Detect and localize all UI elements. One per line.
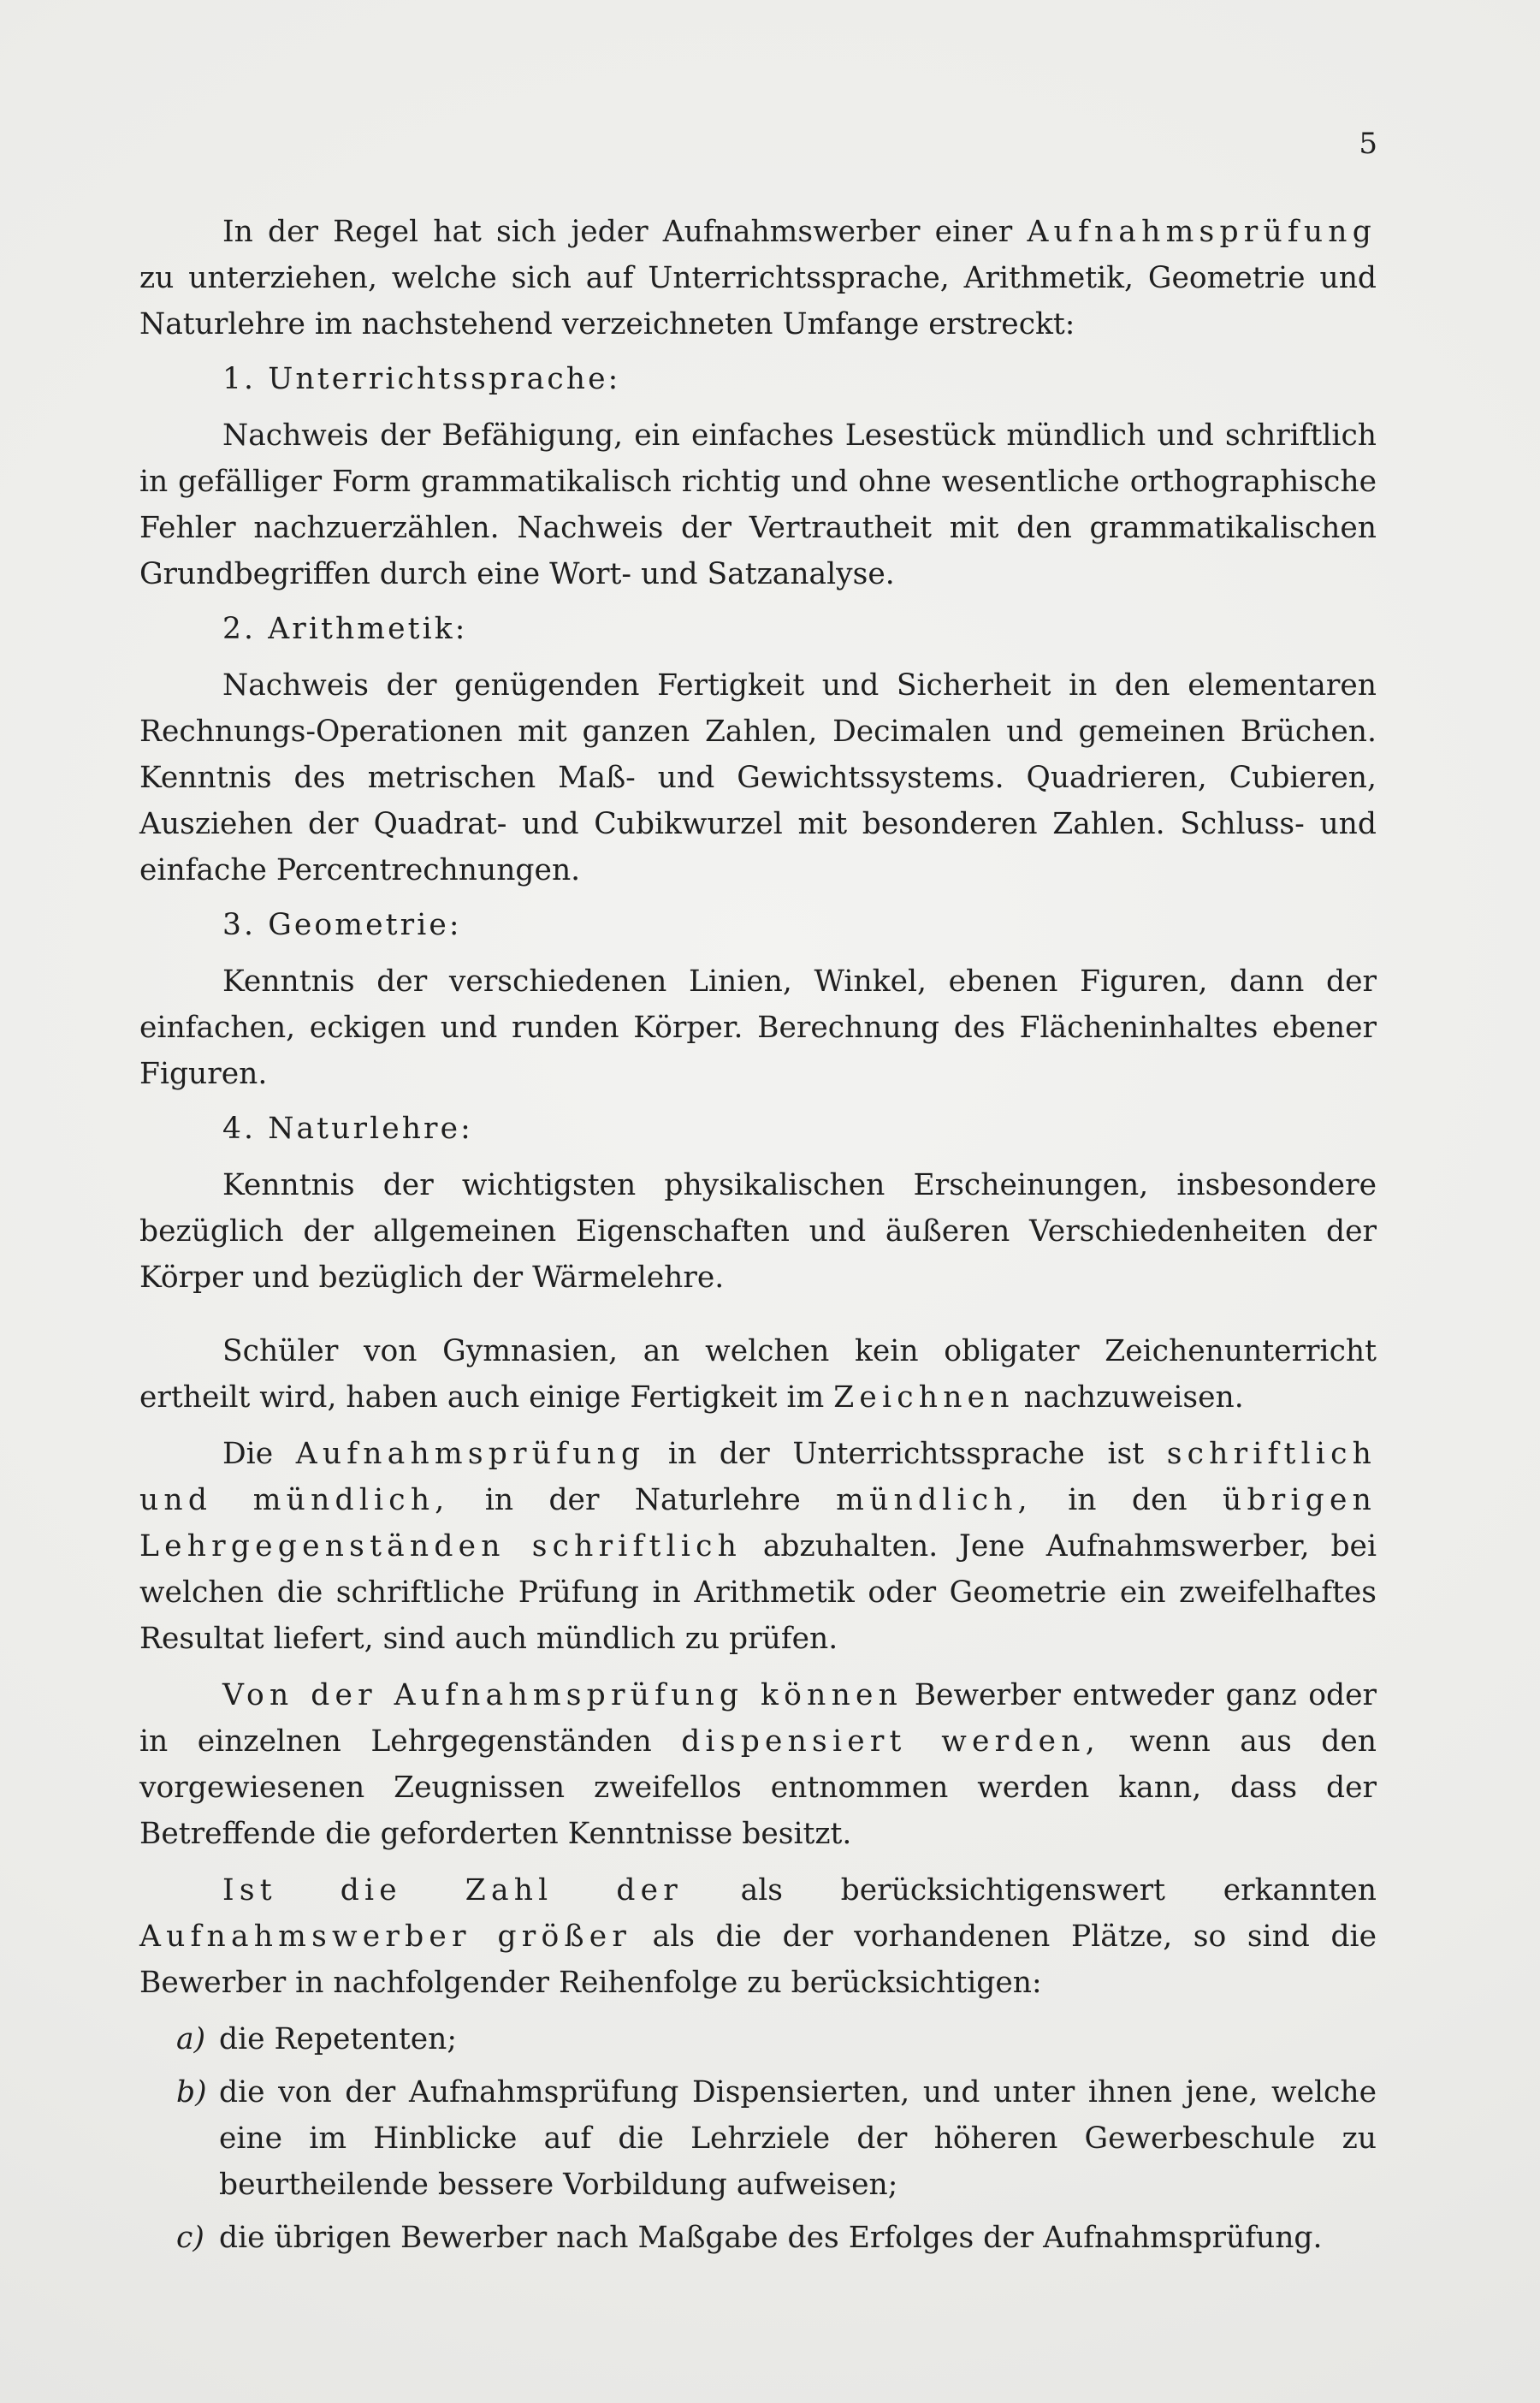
intro-text-after: zu unterziehen, welche sich auf Unterrichtssprache, Arithmetik, Geometrie und Naturlehre im nachstehend verzeichneten Umfange erstreckt: — [139, 261, 1377, 341]
exam-text-part5: abzuhalten. Jene Aufnahmswerber, bei welchen die schriftliche Prüfung in Arithmetik oder Geometrie ein zweifelhaftes Resultat liefert, sind auch mündlich zu prüfen. — [139, 1529, 1377, 1656]
exemption-text-part2: wenn aus den vorgewiesenen Zeugnissen zweifellos entnommen werden kann, dass der Betreffende die geforderten Kenntnisse besitzt. — [139, 1724, 1377, 1851]
section-title: Naturlehre: — [268, 1112, 473, 1146]
exam-text-part1: Die — [222, 1437, 274, 1471]
list-item — [139, 2069, 1377, 2208]
emphasized-schriftlich-und-muendlich: schriftlich und mündlich, — [139, 1437, 1377, 1517]
emphasized-dispensiert-werden: dispensiert werden, — [681, 1724, 1100, 1759]
drawing-text-after: nachzuweisen. — [1023, 1380, 1244, 1415]
section-heading-unterrichtssprache — [222, 356, 1377, 402]
emphasized-uebrigen-lehrgegenstaenden: übrigen Lehrgegenständen schriftlich — [139, 1483, 1377, 1563]
section-title: Unterrichtssprache: — [268, 362, 621, 396]
section-number: 4. — [222, 1112, 257, 1146]
section-number: 1. — [222, 362, 257, 396]
exam-text-part2: in der Unterrichtssprache ist — [667, 1437, 1145, 1471]
intro-text-before: In der Regel hat sich jeder Aufnahmswerber einer — [222, 215, 1013, 249]
section-number: 2. — [222, 612, 257, 646]
section-heading-geometrie — [222, 902, 1377, 948]
section-title: Geometrie: — [268, 908, 462, 942]
exemption-text-part1: Bewerber entweder ganz oder in einzelnen Lehrgegenständen — [139, 1678, 1377, 1759]
emphasized-aufnahmswerber: Aufnahmswerber größer — [139, 1919, 632, 1954]
list-item-text: die übrigen Bewerber nach Maßgabe des Erfolges der Aufnahmsprüfung. — [219, 2221, 1323, 2255]
exam-text-part3: in der Naturlehre — [484, 1483, 801, 1517]
intro-paragraph — [139, 209, 1377, 347]
list-item — [139, 2016, 1377, 2062]
drawing-text-before: Schüler von Gymnasien, an welchen kein obligater Zeichenunterricht ertheilt wird, haben auch einige Fertigkeit im — [139, 1334, 1377, 1415]
emphasized-zeichnen: Zeichnen — [833, 1380, 1015, 1415]
drawing-paragraph — [139, 1328, 1377, 1421]
list-marker: b) — [176, 2075, 207, 2109]
document-text — [139, 209, 1377, 2261]
emphasized-ist-die-zahl: Ist die Zahl der — [222, 1873, 683, 1908]
emphasized-aufnahmspruefung: Aufnahmsprüfung — [295, 1437, 646, 1471]
emphasized-von-der-aufnahmspruefung: Von der Aufnahmsprüfung können — [222, 1678, 903, 1712]
section-number: 3. — [222, 908, 257, 942]
list-item-text: die Repetenten; — [219, 2022, 458, 2056]
exemption-paragraph — [139, 1672, 1377, 1857]
section-heading-arithmetik — [222, 606, 1377, 652]
priority-text-part2: als die der vorhandenen Plätze, so sind die Bewerber in nachfolgender Reihenfolge zu berücksichtigen: — [139, 1919, 1377, 2000]
priority-text-part1: als berücksichtigenswert erkannten — [740, 1873, 1377, 1908]
section-body-arithmetik: Nachweis der genügenden Fertigkeit und Sicherheit in den elementaren Rechnungs-Operationen mit ganzen Zahlen, Decimalen und gemeinen Brüchen. Kenntnis des metrischen Maß- und Gewichtssystems. Quadrieren, Cubieren, Ausziehen der Quadrat- und Cubikwurzel mit besonderen Zahlen. Schluss- und einfache Percentrechnungen. — [139, 668, 1377, 887]
exam-method-paragraph — [139, 1431, 1377, 1662]
section-body-naturlehre: Kenntnis der wichtigsten physikalischen Erscheinungen, insbesondere bezüglich der allgemeinen Eigenschaften und äußeren Verschiedenheiten der Körper und bezüglich der Wärmelehre. — [139, 1168, 1377, 1295]
list-marker: c) — [176, 2221, 204, 2255]
list-item — [139, 2215, 1377, 2261]
list-marker: a) — [176, 2022, 206, 2056]
emphasized-aufnahmspruefung: Aufnahmsprüfung — [1027, 215, 1377, 249]
section-body-unterrichtssprache: Nachweis der Befähigung, ein einfaches Lesestück mündlich und schriftlich in gefälliger Form grammatikalisch richtig und ohne wesentliche orthographische Fehler nachzuerzählen. Nachweis der Vertrautheit mit den grammatikalischen Grundbegriffen durch eine Wort- und Satzanalyse. — [139, 418, 1377, 591]
section-body-geometrie: Kenntnis der verschiedenen Linien, Winkel, ebenen Figuren, dann der einfachen, eckigen und runden Körper. Berechnung des Flächeninhaltes ebener Figuren. — [139, 964, 1377, 1091]
exam-text-part4: in den — [1068, 1483, 1188, 1517]
priority-paragraph — [139, 1867, 1377, 2006]
section-heading-naturlehre — [222, 1106, 1377, 1152]
list-item-text: die von der Aufnahmsprüfung Dispensierten, und unter ihnen jene, welche eine im Hinblicke auf die Lehrziele der höheren Gewerbeschule zu beurtheilende bessere Vorbildung aufweisen; — [219, 2075, 1377, 2202]
section-title: Arithmetik: — [268, 612, 468, 646]
emphasized-muendlich: mündlich, — [836, 1483, 1033, 1517]
page-number: 5 — [1359, 127, 1377, 161]
priority-list — [139, 2016, 1377, 2261]
